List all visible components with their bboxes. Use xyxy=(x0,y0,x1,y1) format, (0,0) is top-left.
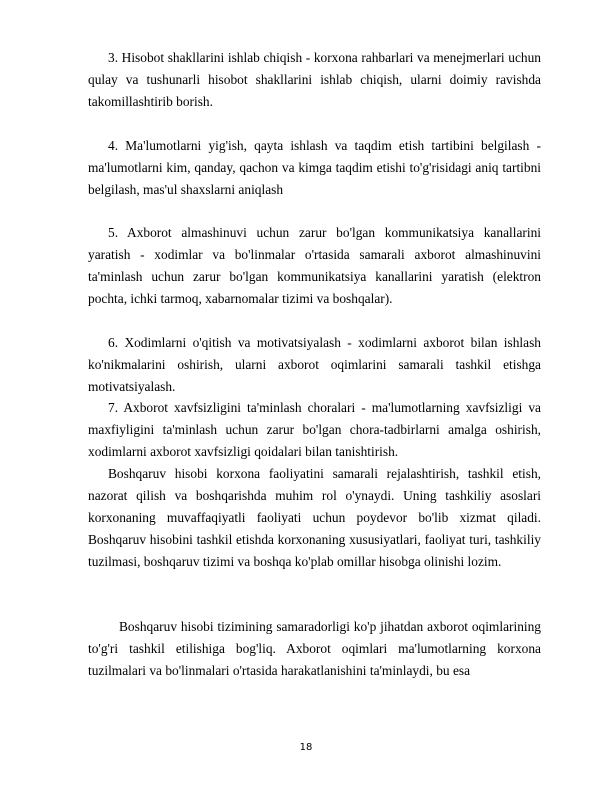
paragraph-item-4: 4. Ma'lumotlarni yig'ish, qayta ishlash va taqdim etish tartibini belgilash - ma'lumotlarni kim, qanday, qachon va kimga taqdim etishi to'g'risidagi aniq tartibni belgilash, mas'ul shaxslarni aniqlash xyxy=(88,138,541,197)
paragraph-item-6: 6. Xodimlarni o'qitish va motivatsiyalash - xodimlarni axborot bilan ishlash ko'nikmalarini oshirish, ularni axborot oqimlarini samarali tashkil etishga motivatsiyalash. xyxy=(88,335,541,394)
paragraph-information-flows: Boshqaruv hisobi tizimining samaradorligi ko'p jihatdan axborot oqimlarining to'g'ri tashkil etilishiga bog'liq. Axborot oqimlari ma'lumotlarning korxona tuzilmalari va bo'linmalari o'rtasida harakatlanishini ta'minlaydi, bu esa xyxy=(88,619,541,678)
page-number: 18 xyxy=(299,742,313,753)
paragraph-management-accounting: Boshqaruv hisobi korxona faoliyatini samarali rejalashtirish, tashkil etish, nazorat qilish va boshqarishda muhim rol o'ynaydi. Uning tashkiliy asoslari korxonaning muvaffaqiyatli faoliyati uchun poydevor bo'lib xizmat qiladi. Boshqaruv hisobini tashkil etishda korxonaning xususiyatlari, faoliyat turi, tashkiliy tuzilmasi, boshqaruv tizimi va boshqa ko'plab omillar hisobga olinishi lozim. xyxy=(88,466,541,569)
paragraph-item-3: 3. Hisobot shakllarini ishlab chiqish - korxona rahbarlari va menejmerlari uchun qulay va tushunarli hisobot shakllarini ishlab chiqish, ularni doimiy ravishda takomillashtirib borish. xyxy=(88,50,541,109)
paragraph-item-5: 5. Axborot almashinuvi uchun zarur bo'lgan kommunikatsiya kanallarini yaratish - xodimlar va bo'linmalar o'rtasida samarali axborot almashinuvini ta'minlash uchun zarur bo'lgan kommunikatsiya kanallarini yaratish (elektron pochta, ichki tarmoq, xabarnomalar tizimi va boshqalar). xyxy=(88,225,541,306)
paragraph-item-7: 7. Axborot xavfsizligini ta'minlash choralari - ma'lumotlarning xavfsizligi va maxfiyligini ta'minlash uchun zarur bo'lgan chora-tadbirlarni amalga oshirish, xodimlarni axborot xavfsizligi qoidalari bilan tanishtirish. xyxy=(88,400,541,459)
